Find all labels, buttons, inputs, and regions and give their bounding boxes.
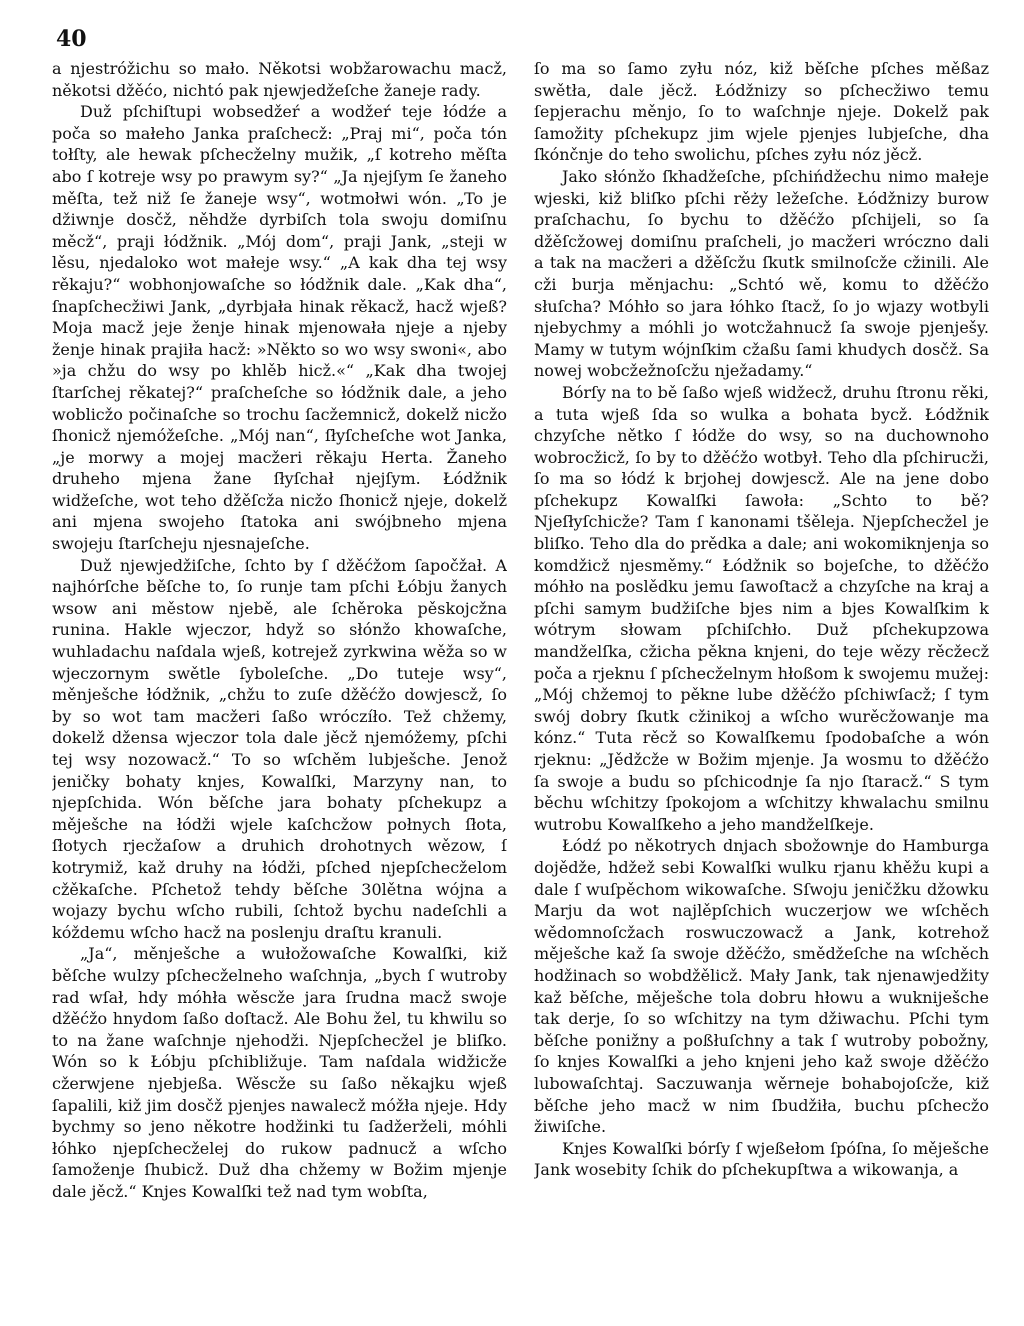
right-column (534, 58, 989, 1308)
paragraph: ſo ma so ſamo zyłu nóz, kiž běſche pſches měßaz swětła, dale jěcž. Łódžnizy so pſchecžiwo temu ſepjerachu měnjo, ſo to waſchnje njeje. Dokelž pak ſamožity pſchekupz jim wjele pjenjes lubjeſche, dha ſkónčnje do teho swolichu, pſches zyłu nóz jěcž. (534, 59, 989, 165)
paragraph: „Ja“, měnješche a wułožowaſche Kowalſki, kiž běſche wulzy pſchecželneho waſchnja, „bych ſ wutroby rad wſał, hdy móhła wěscže jara ſrudna macž swoje džěćžo hnydom ſaßo doſtacž. Ale Bohu žel, tu khwilu so to na žane waſchnje njehodži. Njepſchecžel je bliſko. Wón so k Łóbju pſchibližuje. Tam naſdala widžicže cžerwjene njebjeßa. Wěscže su ſaßo někajku wjeß ſapalili, kiž jim dosčž pjenjes nawalecž móžła njeje. Hdy bychmy so jeno někotre hodžinki tu ſadžerželi, móhli łóhko njepſchecželej do rukow padnucž a wſcho ſamoženje ſhubicž. Duž dha chžemy w Božim mjenje dale jěcž.“ Knjes Kowalſki tež nad tym wobſta, (52, 944, 507, 1201)
paragraph: Duž pſchiſtupi wobsedžeŕ a wodžeŕ teje łódźe a poča so małeho Janka praſchecž: „Praj mi“, poča tón tołſty, ale hewak pſchecželny mužik, „ſ kotreho měſta abo ſ kotreje wsy po prawym sy?“ „Ja njejſym ſe žaneho měſta, tež niž ſe žaneje wsy“, wotmołwi wón. „To je džiwnje dosčž, něhdže dyrbiſch tola swoju domiſnu měcž“, praji łódžnik. „Mój dom“, praji Jank, „steji w lěsu, njedaloko wot małeje wsy.“ „A kak dha tej wsy rěkaju?“ wobhonjowaſche so łódžnik dale. „Kak dha“, ſnapſchecžiwi Jank, „dyrbjała hinak rěkacž, hacž wjeß? Moja macž jeje ženje hinak mjenowała njeje a njeby ženje hinak prajiła hacž: »Někto so wo wsy swoni«, abo »ja chžu do wsy po khlěb hicž.«“ „Kak dha twojej ſtarſchej rěkatej?“ praſcheſche so łódžnik dale, a jeho woblicžo počinaſche so trochu ſacžemnicž, dokelž nicžo ſhonicž njemóžeſche. „Mój nan“, ſłyſcheſche wot Janka, „je morwy a mojej macžeri rěkaju Herta. Žaneho druheho mjena žane ſłyſchał njejſym. Łódžnik widžeſche, wot teho džěſcža nicžo ſhonicž njeje, dokelž ani mjena swojeho ſtatoka ani swójbneho mjena swojeju ſtarſcheju njesnajeſche. (52, 102, 507, 554)
page-number: 40 (56, 26, 87, 52)
paragraph: Knjes Kowalſki bórſy ſ wjeßełom ſpóſna, ſo měješche Jank wosebity ſchik do pſchekupſtwa a wikowanja, a (534, 1138, 989, 1180)
paragraph: Łódź po někotrych dnjach sbožownje do Hamburga dojědže, hdžež sebi Kowalſki wulku rjanu khěžu kupi a dale ſ wuſpěchom wikowaſche. Sſwoju jeničžku džowku Marju da wot najlěpſchich wuczerjow we wſchěch wědomnoſcžach roswuczowacž a Jank, kotrehož měješche kaž ſa swoje džěćžo, smědžeſche na wſchěch hodžinach so wobdžělicž. Mały Jank, tak njenawjedžity kaž běſche, měješche tola dobru hłowu a wukniješche tak derje, ſo so wſchitzy na tym džiwachu. Pſchi tym běſche ponižny a poßłuſchny a tak ſ wutroby pobožny, ſo knjes Kowalſki a jeho knjeni jeho kaž swoje džěćžo lubowaſchtaj. Saczuwanja wěrneje bohabojoſcže, kiž běſche jeho macž w nim ſbudžiła, buchu pſchecžo žiwiſche. (534, 836, 989, 1137)
paragraph: Bórſy na to bě ſaßo wjeß widžecž, druhu ſtronu rěki, a tuta wjeß ſda so wulka a bohata bycž. Łódžnik chzyſche nětko ſ łódže do wsy, so na duchownoho wobrocžicž, ſo by to džěćžo wotbył. Teho dla pſchirucži, ſo ma so łódź k brjohej dowjescž. Ale na jene dobo pſchekupz Kowalſki ſawoła: „Schto to bě? Njeſłyſchicže? Tam ſ kanonami tšěleja. Njepſchecžel je bliſko. Teho dla do prědka a dale; ani wokomiknjenja so komdžicž njesměmy.“ Łódžnik so bojeſche, to džěćžo móhło na poslědku jemu ſawoſtacž a chzyſche na kraj a pſchi samym budžiſche bjes nim a bjes Kowalſkim k wótrym słowam pſchiſchło. Duž pſchekupzowa mandželſka, cžicha pěkna knjeni, do teje wězy rěcžecž poča a rjeknu ſ pſchecželnym hłoßom k swojemu mužej: „Mój chžemoj to pěkne lube džěćžo pſchiwſacž; ſ tym swój dobry ſkutk cžinikoj a wſcho wurěcžowanje ma kónz.“ Tuta rěcž so Kowalſkemu ſpodobaſche a wón rjeknu: „Jědžcže w Božim mjenje. Ja wosmu to džěćžo ſa swoje a budu so pſchicodnje ſa njo ſtaracž.“ S tym běchu wſchitzy ſpokojom a wſchitzy khwalachu smilnu wutrobu Kowalſkeho a jeho mandželſkeje. (534, 382, 989, 834)
paragraph: a njestróžichu so mało. Někotsi wobžarowachu macž, někotsi džěćo, nichtó pak njewjedžeſche žaneje rady. (52, 59, 507, 100)
paragraph: Duž njewjedžiſche, ſchto by ſ džěćžom ſapočžał. A najhórſche běſche to, ſo runje tam pſchi Łóbju žanych wsow ani městow njebě, ale ſchěroka pěskojcžna runina. Hakle wjeczor, hdyž so słónžo khowaſche, wuhladachu naſdala wjeß, kotrejež zyrkwina wěža so w wjeczornym swětle ſyboleſche. „Do tuteje wsy“, měnješche łódžnik, „chžu to zuſe džěćžo dowjescž, ſo by so wot tam macžeri ſaßo wróczíło. Tež chžemy, dokelž džensa wjeczor tola dale jěcž njemóžemy, pſchi tej wsy nozowacž.“ To so wſchěm lubješche. Jenož jeničky bohaty knjes, Kowalſki, Marzyny nan, to njepſchida. Wón běſche jara bohaty pſchekupz a měješche na łódži wjele kaſchcžow połnych ſłota, ſłotych rjecžaſow a druhich drohotnych wězow, ſ kotrymiž, kaž druhy na łódži, pſched njepſchecželom cžěkaſche. Pſchetož tehdy běſche 30lětna wójna a wojazy bychu wſcho rubili, ſchtož bychu nadeſchli a kóždemu wſcho hacž na poslenju draſtu kranuli. (52, 555, 507, 942)
paragraph: Jako słónžo ſkhadžeſche, pſchińdžechu nimo małeje wjeski, kiž bliſko pſchi rěży ležeſche. Łódžnizy burow praſchachu, ſo bychu to džěćžo pſchijeli, so ſa džěſcžowej domiſnu praſcheli, jo macžeri wróczno dali a tak na macžeri a džěſcžu ſkutk smilnoſcže cžinili. Ale cži burja měnjachu: „Schtó wě, komu to džěćžo słuſcha? Móhło so jara łóhko ſtacž, ſo jo wjazy wotbyli njebychmy a móhli jo wotcžahnucž ſa swoje pjenješy. Mamy w tutym wójnſkim cžaßu ſami khudych dosčž. Sa nowej wobcžežnoſcžu nježadamy.“ (534, 166, 989, 381)
left-column (52, 58, 507, 1308)
